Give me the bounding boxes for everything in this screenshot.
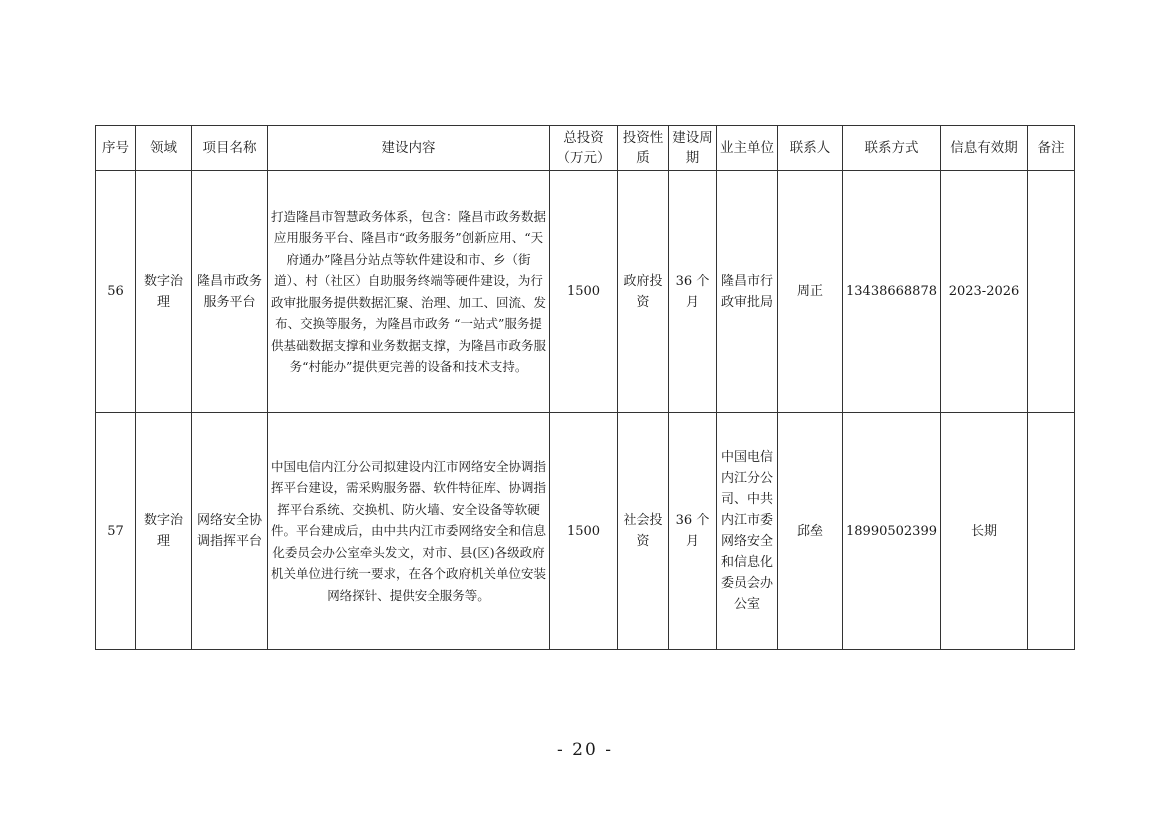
cell-no: 56 bbox=[96, 171, 136, 413]
header-name: 项目名称 bbox=[192, 126, 268, 171]
header-remark: 备注 bbox=[1028, 126, 1075, 171]
cell-name: 隆昌市政务服务平台 bbox=[192, 171, 268, 413]
cell-period: 36 个月 bbox=[669, 171, 717, 413]
header-no: 序号 bbox=[96, 126, 136, 171]
header-owner: 业主单位 bbox=[717, 126, 778, 171]
cell-content: 中国电信内江分公司拟建设内江市网络安全协调指挥平台建设，需采购服务器、软件特征库、协调指挥平台系统、交换机、防火墙、安全设备等软硬件。平台建成后，由中共内江市委网络安全和信息化委员会办公室牵头发文，对市、县(区)各级政府机关单位进行统一要求，在各个政府机关单位安装网络探针、提供安全服务等。 bbox=[268, 413, 550, 650]
page-number: - 20 - bbox=[557, 740, 613, 760]
cell-content: 打造隆昌市智慧政务体系，包含：隆昌市政务数据应用服务平台、隆昌市“政务服务”创新应用、“天府通办”隆昌分站点等软件建设和市、乡（街道）、村（社区）自助服务终端等硬件建设，为行政审批服务提供数据汇聚、治理、加工、回流、发布、交换等服务，为隆昌市政务 “一站式”服务提供基础数据支撑和业务数据支撑，为隆昌市政务服务“村能办”提供更完善的设备和技术支持。 bbox=[268, 171, 550, 413]
cell-remark bbox=[1028, 171, 1075, 413]
cell-phone: 18990502399 bbox=[843, 413, 941, 650]
header-contact: 联系人 bbox=[778, 126, 843, 171]
cell-owner: 中国电信内江分公司、中共内江市委网络安全和信息化委员会办公室 bbox=[717, 413, 778, 650]
cell-validity: 长期 bbox=[941, 413, 1028, 650]
header-content: 建设内容 bbox=[268, 126, 550, 171]
cell-no: 57 bbox=[96, 413, 136, 650]
project-table bbox=[95, 125, 1075, 650]
cell-remark bbox=[1028, 413, 1075, 650]
cell-field: 数字治理 bbox=[136, 413, 192, 650]
table-row bbox=[96, 413, 1075, 650]
cell-investment: 1500 bbox=[550, 413, 618, 650]
cell-validity: 2023-2026 bbox=[941, 171, 1028, 413]
cell-nature: 政府投资 bbox=[618, 171, 669, 413]
table-row bbox=[96, 171, 1075, 413]
cell-period: 36 个月 bbox=[669, 413, 717, 650]
header-field: 领域 bbox=[136, 126, 192, 171]
header-phone: 联系方式 bbox=[843, 126, 941, 171]
cell-contact: 邱垒 bbox=[778, 413, 843, 650]
header-period: 建设周期 bbox=[669, 126, 717, 171]
cell-owner: 隆昌市行政审批局 bbox=[717, 171, 778, 413]
header-validity: 信息有效期 bbox=[941, 126, 1028, 171]
cell-investment: 1500 bbox=[550, 171, 618, 413]
header-investment: 总投资（万元） bbox=[550, 126, 618, 171]
cell-phone: 13438668878 bbox=[843, 171, 941, 413]
cell-contact: 周正 bbox=[778, 171, 843, 413]
cell-field: 数字治理 bbox=[136, 171, 192, 413]
table-header-row bbox=[96, 126, 1075, 171]
header-nature: 投资性质 bbox=[618, 126, 669, 171]
cell-name: 网络安全协调指挥平台 bbox=[192, 413, 268, 650]
cell-nature: 社会投资 bbox=[618, 413, 669, 650]
